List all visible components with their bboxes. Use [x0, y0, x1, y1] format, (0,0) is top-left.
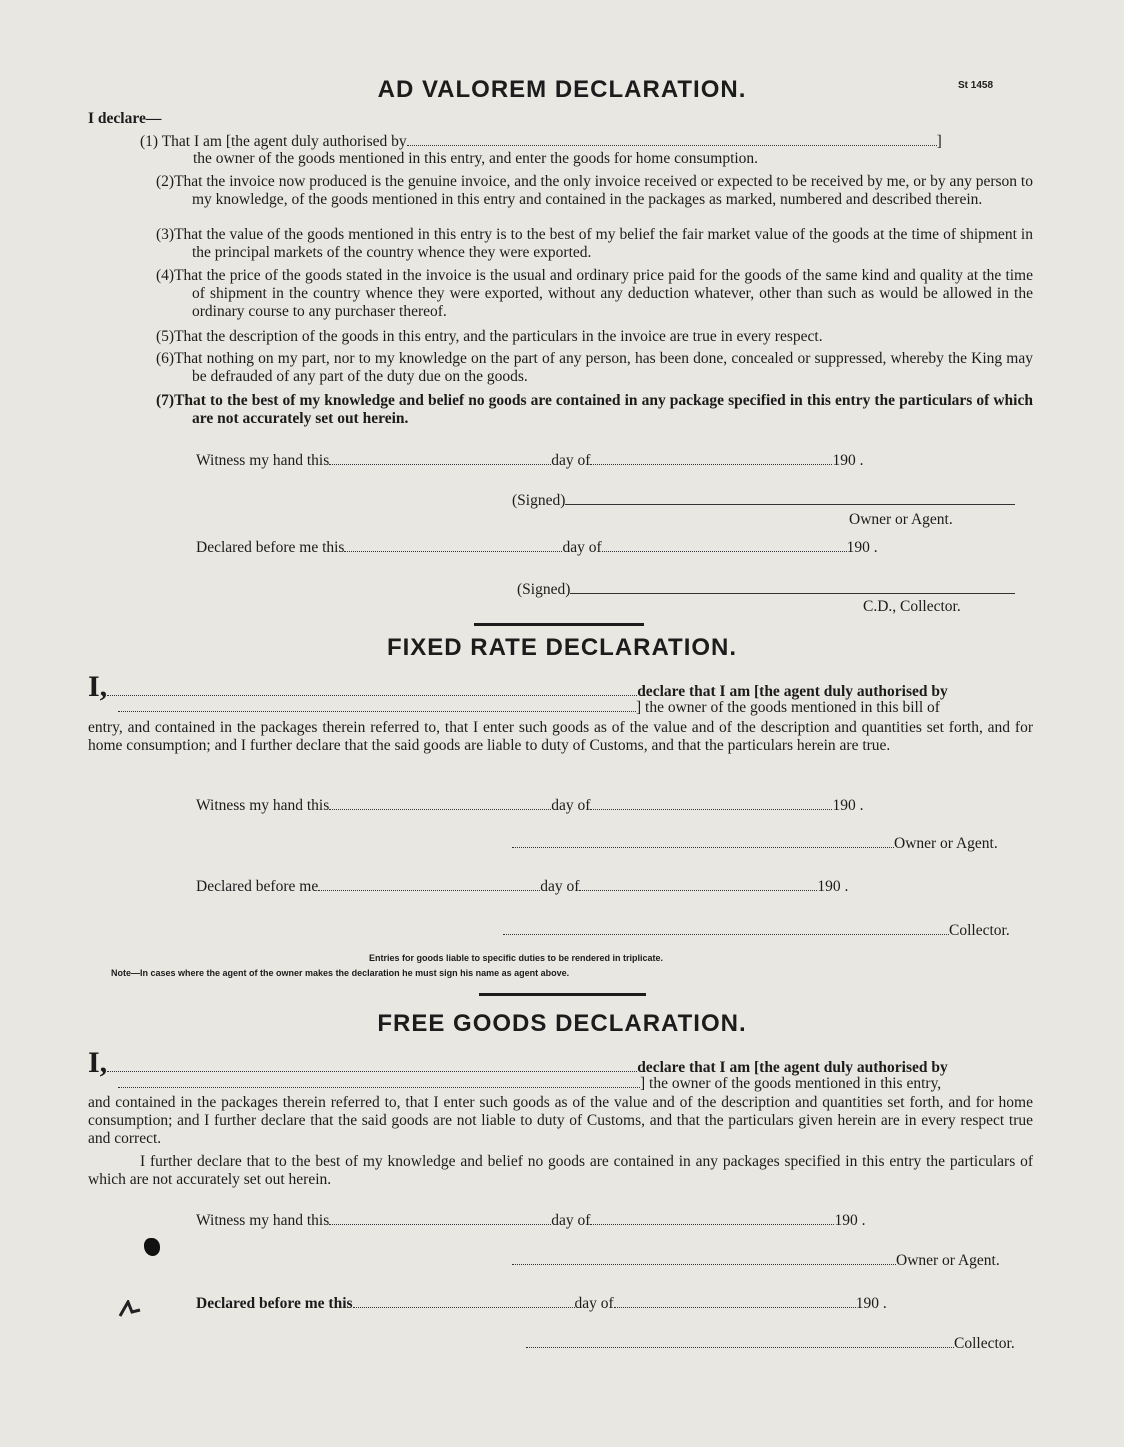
fr-witness-label: Witness my hand this — [196, 797, 330, 814]
fg-witness-month-field[interactable] — [590, 1212, 834, 1225]
fg-owner-line — [512, 1252, 1000, 1270]
av-item-7-text: That to the best of my knowledge and belief no goods are contained in any package specified in this entry the particulars of which are not accurately set out herein. — [174, 392, 1033, 427]
av-year-label: 190 . — [832, 452, 864, 469]
margin-scribble-mark — [118, 1300, 144, 1318]
fr-witness-line — [196, 797, 863, 815]
av-owner-signature-field[interactable] — [565, 492, 1015, 505]
av-item-1-text: That I am [the agent duly authorised by — [161, 133, 407, 150]
av-item-7-num: (7) — [156, 392, 175, 409]
fg-year: 190 . — [834, 1212, 866, 1229]
av-item-5-text: That the description of the goods in this entry, and the particulars in the invoice are true in every respect. — [174, 328, 823, 345]
av-declared-label: Declared before me this — [196, 539, 345, 556]
fg-day-of: day of — [551, 1212, 591, 1229]
av-collector-signed-line — [517, 581, 1015, 599]
av-collector-cd: C.D., Collector. — [863, 598, 961, 615]
fr-declared-line — [196, 878, 848, 896]
av-owner-or-agent: Owner or Agent. — [849, 511, 953, 528]
av-collector-signature-field[interactable] — [570, 581, 1015, 594]
fr-owner-signature-field[interactable] — [512, 835, 894, 848]
av-declared-year: 190 . — [846, 539, 878, 556]
fg-i-label: I, — [88, 1046, 108, 1079]
fg-line2 — [118, 1075, 941, 1093]
av-item-4 — [140, 267, 1033, 321]
fg-owner-or-agent: Owner or Agent. — [896, 1252, 1000, 1269]
fr-witness-month-field[interactable] — [590, 797, 832, 810]
fixed-rate-title: FIXED RATE DECLARATION. — [386, 634, 738, 661]
fr-line2-text: ] the owner of the goods mentioned in this bill of — [636, 699, 940, 716]
av-day-of-label: day of — [551, 452, 591, 469]
av-item-4-text: That the price of the goods stated in the invoice is the usual and ordinary price paid for the goods of the same kind and quality at the time of shipment in the country whence they were exported, without any deduction whatever, other than such as would be allowed in the ordinary course to any purchaser thereof. — [174, 267, 1033, 320]
fg-declared-day-of: day of — [574, 1295, 614, 1312]
av-item-1 — [140, 133, 942, 151]
ad-valorem-title: AD VALOREM DECLARATION. — [377, 76, 747, 103]
section-divider-1 — [474, 623, 644, 626]
fr-collector-signature-field[interactable] — [503, 922, 949, 935]
fg-collector-label: Collector. — [954, 1335, 1015, 1352]
fg-declared-label: Declared before me this — [196, 1295, 353, 1312]
fg-declared-line — [196, 1295, 887, 1313]
av-item-2 — [140, 173, 1033, 209]
av-witness-month-field[interactable] — [590, 452, 832, 465]
fg-declared-day-field[interactable] — [353, 1295, 575, 1308]
av-signed-line — [512, 492, 1015, 510]
fr-collector-line — [503, 922, 1010, 940]
fr-declared-day-field[interactable] — [318, 878, 540, 891]
av-item-5-num: (5) — [156, 328, 175, 345]
section-divider-2 — [479, 993, 646, 996]
fr-declared-year: 190 . — [817, 878, 849, 895]
av-signed-label: (Signed) — [512, 492, 566, 509]
av-item-3-text: That the value of the goods mentioned in this entry is to the best of my belief the fair market value of the goods at the time of shipment in the principal markets of the country whence they were exported. — [174, 226, 1033, 261]
av-declared-day-of: day of — [562, 539, 602, 556]
fg-collector-line — [526, 1335, 1015, 1353]
free-goods-title: FREE GOODS DECLARATION. — [377, 1010, 747, 1037]
fr-name-field[interactable] — [107, 683, 637, 696]
fr-owner-line — [512, 835, 998, 853]
fr-i-label: I, — [88, 670, 108, 703]
fg-witness-line — [196, 1212, 865, 1230]
fg-owner-signature-field[interactable] — [512, 1252, 896, 1265]
av-item-3 — [140, 226, 1033, 262]
fg-collector-signature-field[interactable] — [526, 1335, 954, 1348]
fg-witness-label: Witness my hand this — [196, 1212, 330, 1229]
fr-declared-month-field[interactable] — [579, 878, 817, 891]
av-item-6 — [140, 350, 1033, 386]
av-item-6-num: (6) — [156, 350, 175, 367]
fg-declare-that: declare that I am [the agent duly authorised by — [637, 1059, 948, 1076]
fr-declare-that: declare that I am [the agent duly authorised by — [637, 683, 948, 700]
fg-declared-month-field[interactable] — [614, 1295, 856, 1308]
av-collector-signed-label: (Signed) — [517, 581, 571, 598]
fg-body: and contained in the packages therein referred to, that I enter such goods as of the value and of the description and quantities set forth, and for home consumption; and I further declare that the said goods are not liable to duty of Customs, and that the particulars given herein are in every respect true and correct. — [88, 1094, 1033, 1147]
fg-line2-text: ] the owner of the goods mentioned in this entry, — [640, 1075, 942, 1092]
fr-agent-field[interactable] — [118, 699, 636, 712]
fg-name-field[interactable] — [107, 1059, 637, 1072]
av-witness-day-field[interactable] — [329, 452, 551, 465]
av-declared-day-field[interactable] — [344, 539, 562, 552]
fr-declared-label: Declared before me — [196, 878, 319, 895]
av-item-7 — [140, 392, 1033, 428]
fr-collector-label: Collector. — [949, 922, 1010, 939]
av-declared-line — [196, 539, 878, 557]
fr-note-agent: Note—In cases where the agent of the owner makes the declaration he must sign his name as agent above. — [111, 968, 570, 978]
fr-year: 190 . — [832, 797, 864, 814]
fg-witness-day-field[interactable] — [329, 1212, 551, 1225]
av-witness-line — [196, 452, 863, 470]
fg-agent-field[interactable] — [118, 1075, 640, 1088]
fg-declared-year: 190 . — [855, 1295, 887, 1312]
av-item-5 — [140, 328, 1033, 346]
av-item-1-num: (1) — [140, 133, 159, 150]
ink-blot-mark — [144, 1238, 160, 1256]
av-witness-label: Witness my hand this — [196, 452, 330, 469]
av-item-4-num: (4) — [156, 267, 175, 284]
av-agent-name-field[interactable] — [407, 133, 937, 146]
form-number: St 1458 — [958, 80, 994, 91]
av-item-1-bracket: ] — [936, 133, 942, 150]
fr-witness-day-field[interactable] — [329, 797, 551, 810]
fr-day-of: day of — [551, 797, 591, 814]
fr-body: entry, and contained in the packages therein referred to, that I enter such goods as of the value and of the description and quantities set forth, and for home consumption; and I further declare that the said goods are liable to duty of Customs, and that the particulars herein are true. — [88, 719, 1033, 754]
declare-intro: I declare— — [88, 110, 162, 127]
fg-further: I further declare that to the best of my knowledge and belief no goods are contained in any packages specified in this entry the particulars of which are not accurately set out herein. — [88, 1153, 1033, 1188]
av-item-3-num: (3) — [156, 226, 175, 243]
av-item-2-text: That the invoice now produced is the genuine invoice, and the only invoice received or expected to be received by me, or by any person to my knowledge, of the goods mentioned in this entry and contained in the packages as marked, numbered and described therein. — [174, 173, 1033, 208]
fr-owner-or-agent: Owner or Agent. — [894, 835, 998, 852]
av-item-2-num: (2) — [156, 173, 175, 190]
av-item-6-text: That nothing on my part, nor to my knowledge on the part of any person, has been done, concealed or suppressed, whereby the King may be defrauded of any part of the duty due on the goods. — [174, 350, 1033, 385]
av-declared-month-field[interactable] — [602, 539, 847, 552]
fr-line2 — [118, 699, 940, 717]
fr-note-triplicate: Entries for goods liable to specific duties to be rendered in triplicate. — [369, 953, 664, 963]
fr-declared-day-of: day of — [540, 878, 580, 895]
av-item-1-cont: the owner of the goods mentioned in this entry, and enter the goods for home consumption. — [193, 150, 759, 167]
